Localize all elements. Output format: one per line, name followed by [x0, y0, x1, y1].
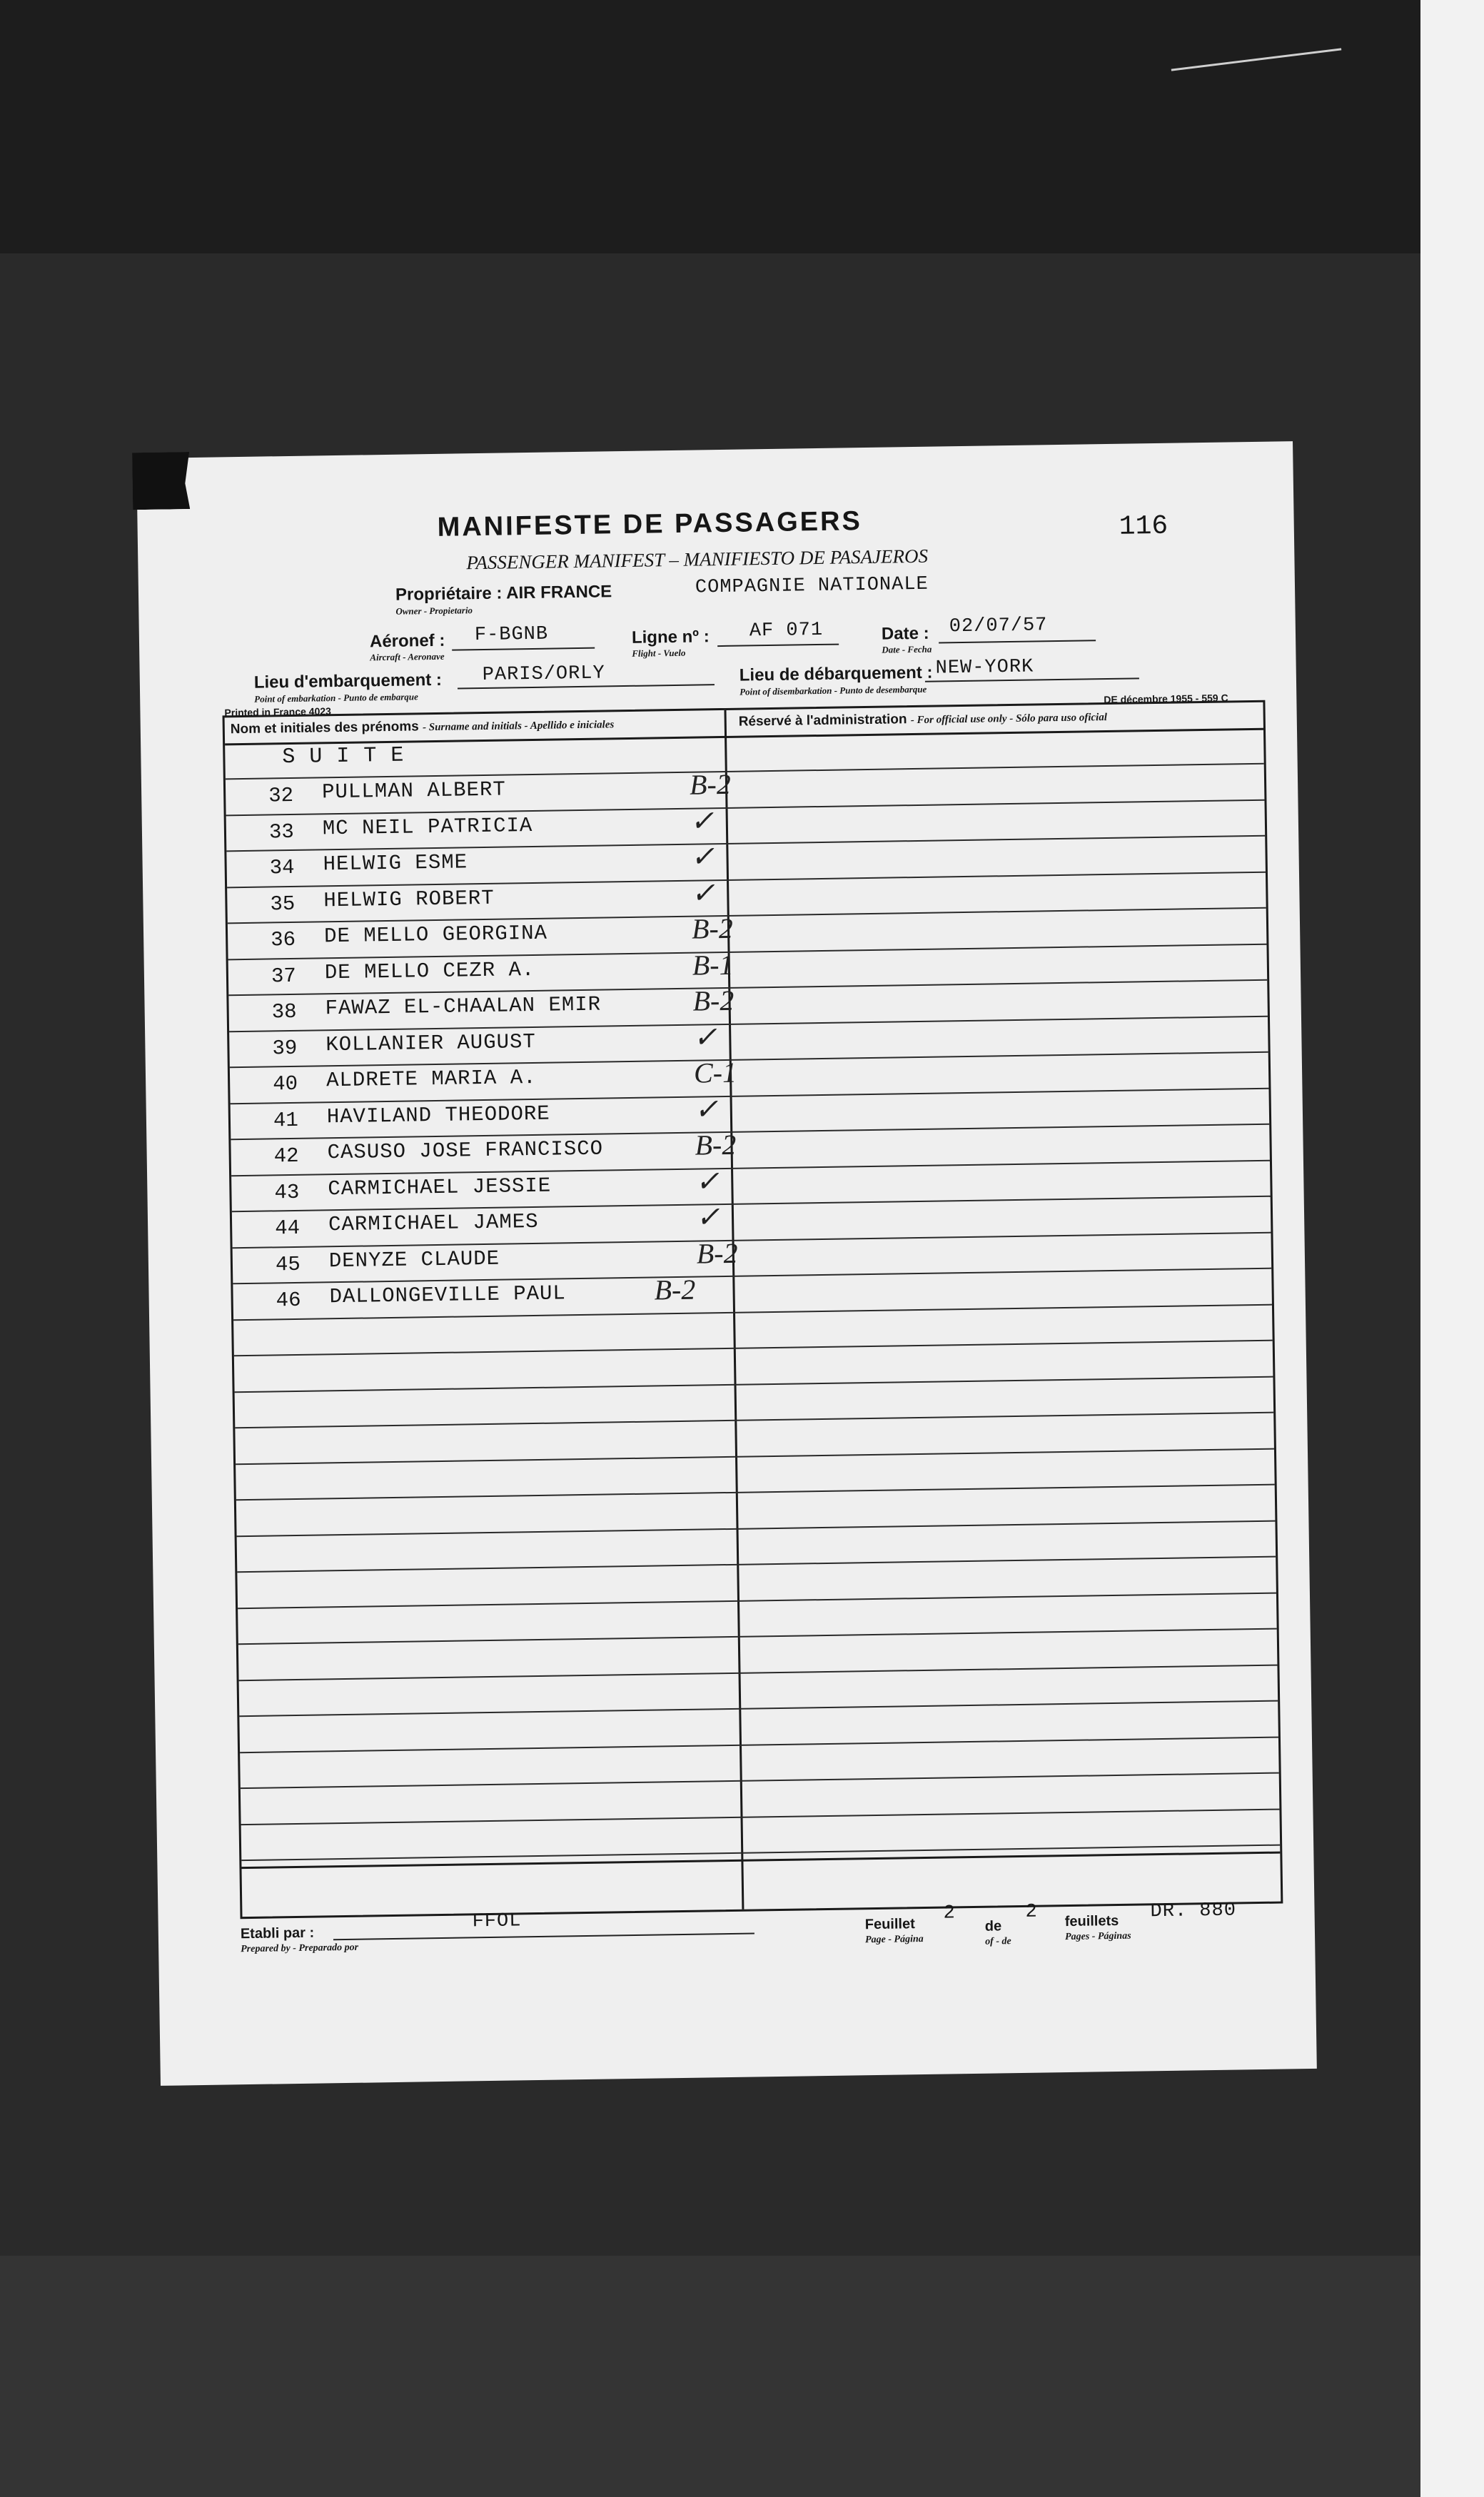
corner-tab [132, 452, 190, 510]
admin-handwritten-mark: B-2 [654, 1273, 696, 1306]
row-number: 43 [274, 1180, 300, 1204]
admin-handwritten-mark: ✓ [695, 1201, 720, 1234]
admin-handwritten-mark: B-1 [692, 948, 734, 982]
date-sub: Date - Fecha [882, 643, 932, 655]
embark-value: PARIS/ORLY [482, 662, 605, 686]
sheet-label: Feuillet [864, 1916, 915, 1933]
aircraft-label: Aéronef : [369, 630, 445, 652]
row-number: 35 [270, 892, 296, 916]
row-number: 37 [271, 964, 297, 988]
date-value: 02/07/57 [949, 615, 1048, 638]
manifest-subtitle: PASSENGER MANIFEST – MANIFIESTO DE PASAJEROS [466, 545, 929, 574]
disembark-sub: Point of disembarkation - Punto de desembarque [740, 683, 927, 697]
table-rule-line [237, 1520, 1276, 1537]
sheet-sub: Page - Página [864, 1934, 924, 1946]
admin-handwritten-mark: ✓ [690, 840, 715, 873]
row-number: 33 [268, 819, 295, 844]
admin-handwritten-mark: B-2 [689, 767, 732, 801]
aircraft-underline [452, 647, 595, 651]
disembark-value: NEW-YORK [935, 656, 1034, 680]
passenger-table [223, 700, 1283, 1919]
film-edge [1420, 0, 1484, 2497]
sheet-value: 2 [943, 1902, 956, 1925]
row-number: 39 [272, 1036, 298, 1060]
prepared-underline [333, 1933, 754, 1941]
admin-handwritten-mark: ✓ [692, 1020, 718, 1054]
aircraft-sub: Aircraft - Aeronave [370, 650, 445, 663]
passenger-name: DE MELLO CEZR A. [324, 957, 535, 984]
prepared-label: Etabli par : [240, 1925, 315, 1942]
row-number: 46 [276, 1288, 301, 1313]
row-number: 42 [273, 1144, 299, 1169]
column-separator [725, 710, 744, 1910]
owner-sub: Owner - Propietario [395, 605, 473, 617]
microfilm-dark-band-top [0, 0, 1484, 253]
pages-sub: Pages - Páginas [1064, 1930, 1131, 1943]
passenger-name: DENYZE CLAUDE [328, 1246, 500, 1273]
passenger-name: CASUSO JOSE FRANCISCO [327, 1136, 604, 1165]
of-sub: of - de [985, 1936, 1011, 1947]
table-rule-line [241, 1808, 1280, 1825]
table-rule-line [240, 1736, 1278, 1753]
admin-handwritten-mark: ✓ [690, 876, 716, 909]
passenger-name: KOLLANIER AUGUST [325, 1029, 537, 1056]
admin-handwritten-mark: C-1 [693, 1056, 737, 1089]
table-rule-line [234, 1340, 1273, 1357]
admin-handwritten-mark: B-2 [691, 912, 734, 945]
owner-value: COMPAGNIE NATIONALE [695, 573, 929, 599]
date-underline [939, 640, 1096, 643]
passenger-name: DALLONGEVILLE PAUL [329, 1281, 567, 1309]
flight-value: AF 071 [749, 619, 824, 642]
admin-handwritten-mark: B-2 [692, 984, 735, 1017]
embark-sub: Point of embarkation - Punto de embarque [254, 691, 418, 705]
passenger-name: PULLMAN ALBERT [321, 777, 507, 804]
passenger-name: DE MELLO GEORGINA [323, 921, 548, 949]
disembark-label: Lieu de débarquement : [739, 662, 933, 685]
printed-note: Printed in France 4023 [224, 705, 331, 719]
table-rule-line [236, 1484, 1275, 1501]
passenger-name: CARMICHAEL JESSIE [328, 1174, 552, 1201]
passenger-name: FAWAZ EL-CHAALAN EMIR [325, 992, 602, 1021]
admin-handwritten-mark: B-2 [695, 1128, 737, 1161]
aircraft-value: F-BGNB [474, 623, 549, 647]
flight-sub: Flight - Vuelo [632, 647, 686, 659]
owner-label: Propriétaire : AIR FRANCE [395, 582, 612, 605]
passenger-name: HAVILAND THEODORE [326, 1101, 550, 1129]
pages-label: feuillets [1064, 1912, 1119, 1930]
suite-label: S U I T E [282, 743, 405, 770]
passenger-name: MC NEIL PATRICIA [322, 813, 533, 840]
table-rule-line [236, 1448, 1274, 1465]
date-label: Date : [881, 623, 929, 644]
table-rule-line [237, 1556, 1276, 1573]
table-rule-line [241, 1772, 1279, 1790]
row-number: 45 [275, 1252, 301, 1276]
table-rule-line [235, 1376, 1273, 1393]
row-number: 36 [270, 927, 296, 952]
of-value: 2 [1025, 1901, 1038, 1923]
table-rule-line [239, 1700, 1278, 1717]
row-number: 40 [272, 1071, 298, 1096]
row-number: 34 [269, 855, 295, 880]
microfilm-dark-band-bottom [0, 2256, 1484, 2497]
prepared-sub: Prepared by - Preparado por [241, 1942, 359, 1955]
admin-handwritten-mark: ✓ [690, 804, 715, 837]
page-number: 116 [1119, 510, 1168, 543]
of-label: de [984, 1918, 1002, 1934]
footer-rule [241, 1852, 1280, 1870]
manifest-title: MANIFESTE DE PASSAGERS [437, 506, 863, 543]
form-reference: DR. 880 [1150, 1900, 1237, 1923]
table-rule-line [238, 1628, 1277, 1645]
admin-handwritten-mark: ✓ [695, 1164, 720, 1198]
row-number: 38 [271, 999, 297, 1024]
passenger-name: CARMICHAEL JAMES [328, 1209, 539, 1237]
flight-underline [717, 644, 839, 647]
table-rule-line [239, 1664, 1278, 1681]
prepared-value: FFOL [472, 1910, 522, 1933]
passenger-name: HELWIG ROBERT [323, 886, 495, 912]
row-number: 41 [273, 1108, 299, 1132]
col-names-header: Nom et initiales des prénoms - Surname and initials - Apellido e iniciales [230, 719, 615, 737]
table-rule-line [238, 1592, 1276, 1609]
col-admin-header: Réservé à l'administration - For official use only - Sólo para uso oficial [738, 712, 1108, 730]
row-number: 32 [268, 783, 294, 808]
flight-label: Ligne nº : [631, 627, 710, 647]
admin-handwritten-mark: B-2 [696, 1236, 738, 1270]
row-number: 44 [274, 1216, 301, 1241]
form-code: DE décembre 1955 - 559 C [1104, 692, 1228, 706]
table-rule-line [235, 1412, 1273, 1429]
passenger-name: ALDRETE MARIA A. [325, 1065, 537, 1093]
manifest-sheet [136, 441, 1317, 2086]
passenger-name: HELWIG ESME [323, 850, 468, 877]
admin-handwritten-mark: ✓ [694, 1092, 719, 1126]
embark-label: Lieu d'embarquement : [253, 670, 443, 692]
